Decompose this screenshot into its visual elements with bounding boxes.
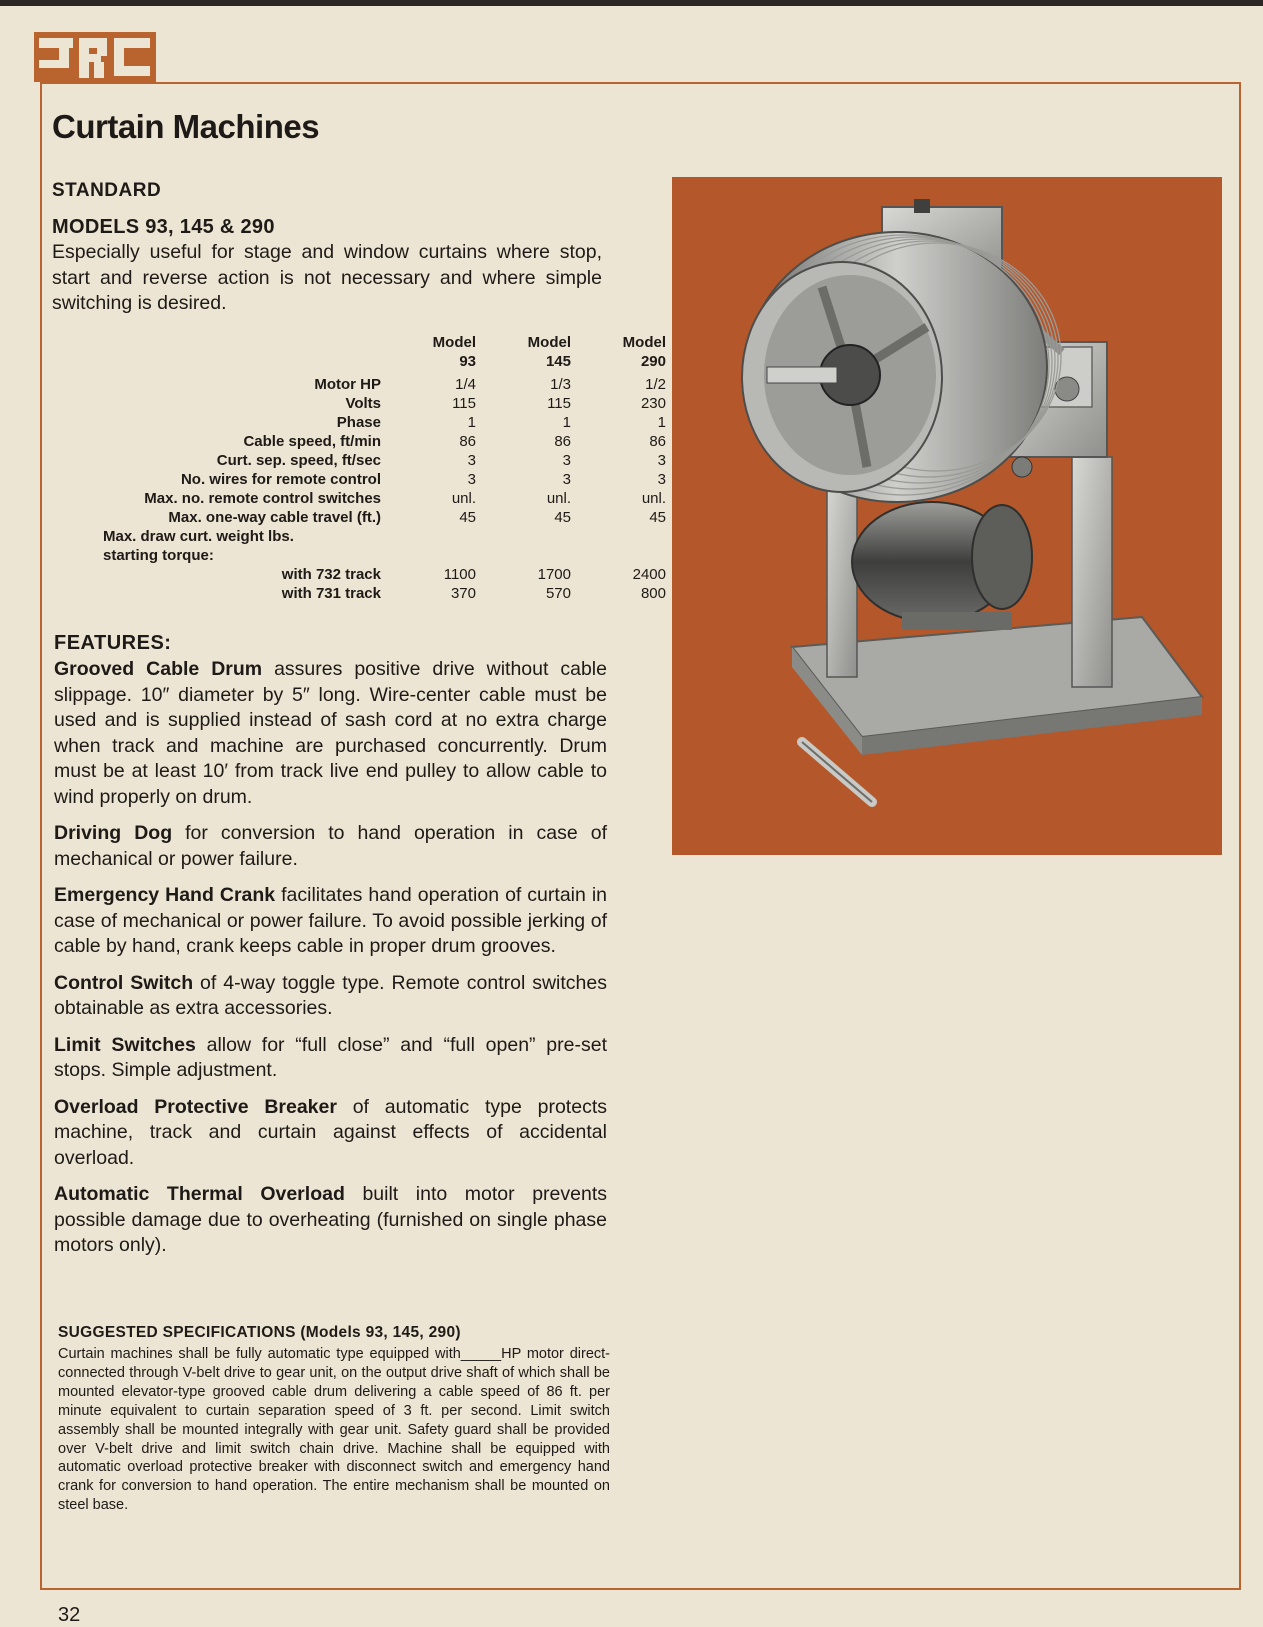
feature-description: facilitates hand operation of curtain in case of mechanical or power failure. To avoid possible jerking of cable by hand, crank keeps cable in proper drum grooves. [54, 884, 608, 957]
spec-label: Curt. sep. speed, ft/sec [216, 452, 381, 469]
spec-value: 45 [459, 509, 476, 526]
page-title: Curtain Machines [52, 108, 320, 145]
spec-value: unl. [546, 490, 571, 507]
spec-value: 1 [562, 414, 571, 431]
spec-value: 3 [657, 452, 666, 469]
feature-description: built into motor prevents possible damage due to overheating (furnished on single phase motors only). [54, 1183, 607, 1256]
intro-paragraph: Especially useful for stage and window curtains where stop, start and reverse action is not necessary and where simple switching is desired. [52, 241, 602, 314]
spec-label: Max. no. remote control switches [144, 490, 381, 507]
section-heading: STANDARD [52, 180, 162, 201]
spec-value: unl. [641, 490, 666, 507]
feature-description: of automatic type protects machine, track and curtain against effects of accidental overload. [54, 1095, 607, 1169]
spec-value: 3 [467, 471, 476, 488]
spec-label: Max. draw curt. weight lbs. [103, 528, 294, 545]
table-row [48, 584, 666, 603]
table-row [48, 451, 666, 470]
model-word-1: Model [432, 334, 476, 351]
table-row [48, 489, 666, 508]
feature-name: Driving Dog [54, 822, 173, 844]
curtain-machine-photo [672, 177, 1222, 855]
feature-item [54, 1095, 607, 1172]
models-heading: MODELS 93, 145 & 290 [52, 216, 275, 238]
table-row [48, 527, 666, 546]
feature-description: for conversion to hand operation in case of mechanical or power failure. [54, 822, 607, 870]
spec-label: with 731 track [281, 585, 381, 602]
model-word-3: Model [622, 334, 666, 351]
feature-item [54, 657, 607, 810]
spec-value: 230 [640, 395, 666, 412]
spec-value: 115 [547, 395, 571, 412]
top-edge [0, 0, 1263, 6]
feature-name: Overload Protective Breaker [54, 1095, 337, 1118]
feature-name: Control Switch [54, 971, 194, 994]
feature-item [54, 883, 607, 960]
spec-value: 1700 [537, 566, 571, 583]
jrc-logo [34, 32, 156, 82]
table-row [48, 394, 666, 413]
spec-value: 86 [459, 433, 476, 450]
spec-value: 45 [554, 509, 571, 526]
table-header-row [48, 352, 666, 371]
spec-value: 800 [640, 585, 666, 602]
spec-value: 1100 [443, 566, 476, 583]
model-number: 145 [545, 353, 571, 370]
spec-label: Volts [345, 395, 381, 412]
feature-name: Limit Switches [54, 1033, 196, 1056]
spec-value: 1 [657, 414, 666, 431]
feature-description: assures positive drive without cable slippage. 10″ diameter by 5″ long. Wire-center cable must be used and is supplied instead of sash cord at no extra charge when track and machine are purchased concurrently. Drum must be at least 10′ from track live end pulley to allow cable to wind properly on drum. [54, 658, 607, 808]
feature-item [54, 971, 607, 1022]
spec-value: 45 [649, 509, 666, 526]
spec-table [48, 333, 666, 603]
spec-value: 1 [467, 414, 476, 431]
model-number: 290 [640, 353, 666, 370]
spec-label: No. wires for remote control [180, 471, 381, 488]
spec-value: 2400 [632, 566, 666, 583]
table-row [48, 470, 666, 489]
spec-value: unl. [451, 490, 476, 507]
spec-value: 1/3 [550, 376, 571, 393]
spec-label: Max. one-way cable travel (ft.) [168, 509, 381, 526]
model-number: 93 [459, 353, 476, 370]
suggested-specs-heading: SUGGESTED SPECIFICATIONS (Models 93, 145, 290) [58, 1324, 461, 1341]
table-header-row [48, 333, 666, 352]
spec-value: 3 [562, 452, 571, 469]
spec-value: 3 [562, 471, 571, 488]
table-row [48, 432, 666, 451]
spec-value: 1/4 [455, 376, 476, 393]
model-word-2: Model [527, 334, 571, 351]
spec-value: 115 [452, 395, 476, 412]
feature-name: Automatic Thermal Overload [54, 1183, 345, 1205]
spec-label: Cable speed, ft/min [243, 433, 381, 450]
spec-value: 86 [554, 433, 571, 450]
spec-value: 1/2 [645, 376, 666, 393]
features-list [54, 657, 607, 1270]
features-heading: FEATURES: [54, 632, 172, 654]
spec-label: Phase [336, 414, 381, 431]
feature-item [54, 1033, 607, 1084]
feature-item [54, 1182, 607, 1259]
suggested-specs-text: Curtain machines shall be fully automatic type equipped with_____HP motor direct-connected through V-belt drive to gear unit, on the output drive shaft of which shall be mounted elevator-type grooved cable drum delivering a cable speed of 86 ft. per minute equivalent to curtain separation speed of 3 ft. per second. Limit switch assembly shall be mounted integrally with gear unit. Safety guard shall be provided over V-belt drive and limit switch chain drive. Machine shall be equipped with automatic overload protective breaker with disconnect switch and emergency hand crank for conversion to hand operation. The entire mechanism shall be mounted on steel base. [58, 1346, 610, 1514]
table-row [48, 565, 666, 584]
spec-value: 3 [657, 471, 666, 488]
spec-label: with 732 track [281, 566, 381, 583]
feature-name: Emergency Hand Crank [54, 884, 276, 906]
spec-value: 3 [467, 452, 476, 469]
spec-label: Motor HP [314, 376, 381, 393]
page-number: 32 [58, 1604, 81, 1626]
table-row [48, 546, 666, 565]
spec-value: 370 [450, 585, 476, 602]
table-row [48, 375, 666, 394]
table-row [48, 508, 666, 527]
feature-description: allow for “full close” and “full open” pre-set stops. Simple adjustment. [54, 1033, 607, 1081]
spec-value: 570 [545, 585, 571, 602]
spec-value: 86 [649, 433, 666, 450]
feature-name: Grooved Cable Drum [54, 658, 263, 680]
feature-item [54, 821, 607, 872]
feature-description: of 4-way toggle type. Remote control switches obtainable as extra accessories. [54, 971, 608, 1019]
spec-label: starting torque: [103, 547, 214, 564]
machine-illustration [672, 177, 1222, 855]
table-row [48, 413, 666, 432]
